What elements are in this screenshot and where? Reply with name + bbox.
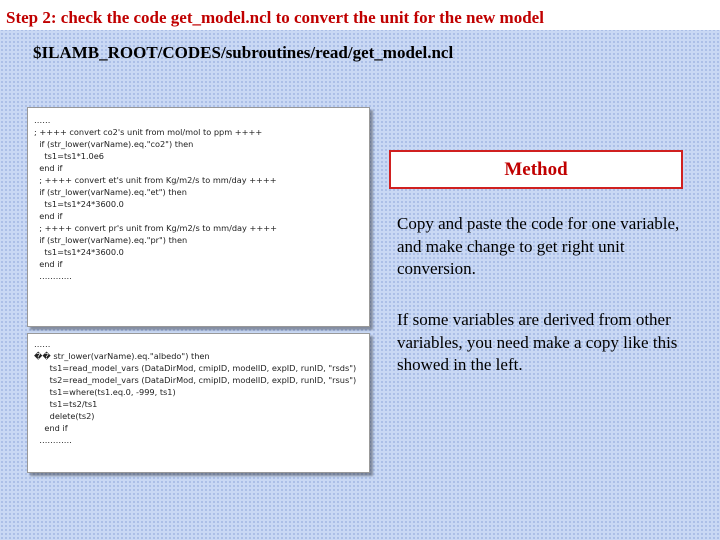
code-line: end if bbox=[34, 163, 63, 173]
code-line: �� str_lower(varName).eq."albedo") then bbox=[34, 351, 210, 361]
code-line: ; ++++ convert pr's unit from Kg/m2/s to mm/day ++++ bbox=[34, 223, 277, 233]
method-heading: Method bbox=[389, 150, 683, 189]
code-line: end if bbox=[34, 259, 63, 269]
instruction-paragraph-1: Copy and paste the code for one variable, and make change to get right unit conversion. bbox=[397, 214, 680, 278]
code-line: ………… bbox=[34, 271, 72, 281]
code-block-1 bbox=[27, 107, 370, 327]
code-line: if (str_lower(varName).eq."et") then bbox=[34, 187, 187, 197]
code-line: ts1=ts1*24*3600.0 bbox=[34, 199, 124, 209]
code-line: end if bbox=[34, 211, 63, 221]
code-line: if (str_lower(varName).eq."pr") then bbox=[34, 235, 188, 245]
code-line: ts1=ts1*24*3600.0 bbox=[34, 247, 124, 257]
code-line: ………… bbox=[34, 435, 72, 445]
file-path: $ILAMB_ROOT/CODES/subroutines/read/get_model.ncl bbox=[33, 43, 454, 62]
slide-title: Step 2: check the code get_model.ncl to convert the unit for the new model bbox=[0, 0, 720, 30]
code-line: ts2=read_model_vars (DataDirMod, cmipID, modelID, expID, runID, "rsus") bbox=[34, 375, 357, 385]
code-line: delete(ts2) bbox=[34, 411, 95, 421]
code-line: ts1=where(ts1.eq.0, -999, ts1) bbox=[34, 387, 176, 397]
code-line: end if bbox=[34, 423, 68, 433]
code-line: ts1=ts2/ts1 bbox=[34, 399, 98, 409]
code-line: ts1=ts1*1.0e6 bbox=[34, 151, 105, 161]
code-line: ts1=read_model_vars (DataDirMod, cmipID, modelID, expID, runID, "rsds") bbox=[34, 363, 357, 373]
code-line: …… bbox=[34, 115, 51, 125]
instruction-paragraph-2: If some variables are derived from other variables, you need make a copy like this showed in the left. bbox=[397, 310, 678, 374]
code-block-2 bbox=[27, 333, 370, 473]
code-line: if (str_lower(varName).eq."co2") then bbox=[34, 139, 194, 149]
code-line: ; ++++ convert co2's unit from mol/mol to ppm ++++ bbox=[34, 127, 263, 137]
code-line: …… bbox=[34, 339, 51, 349]
code-line: ; ++++ convert et's unit from Kg/m2/s to mm/day ++++ bbox=[34, 175, 277, 185]
